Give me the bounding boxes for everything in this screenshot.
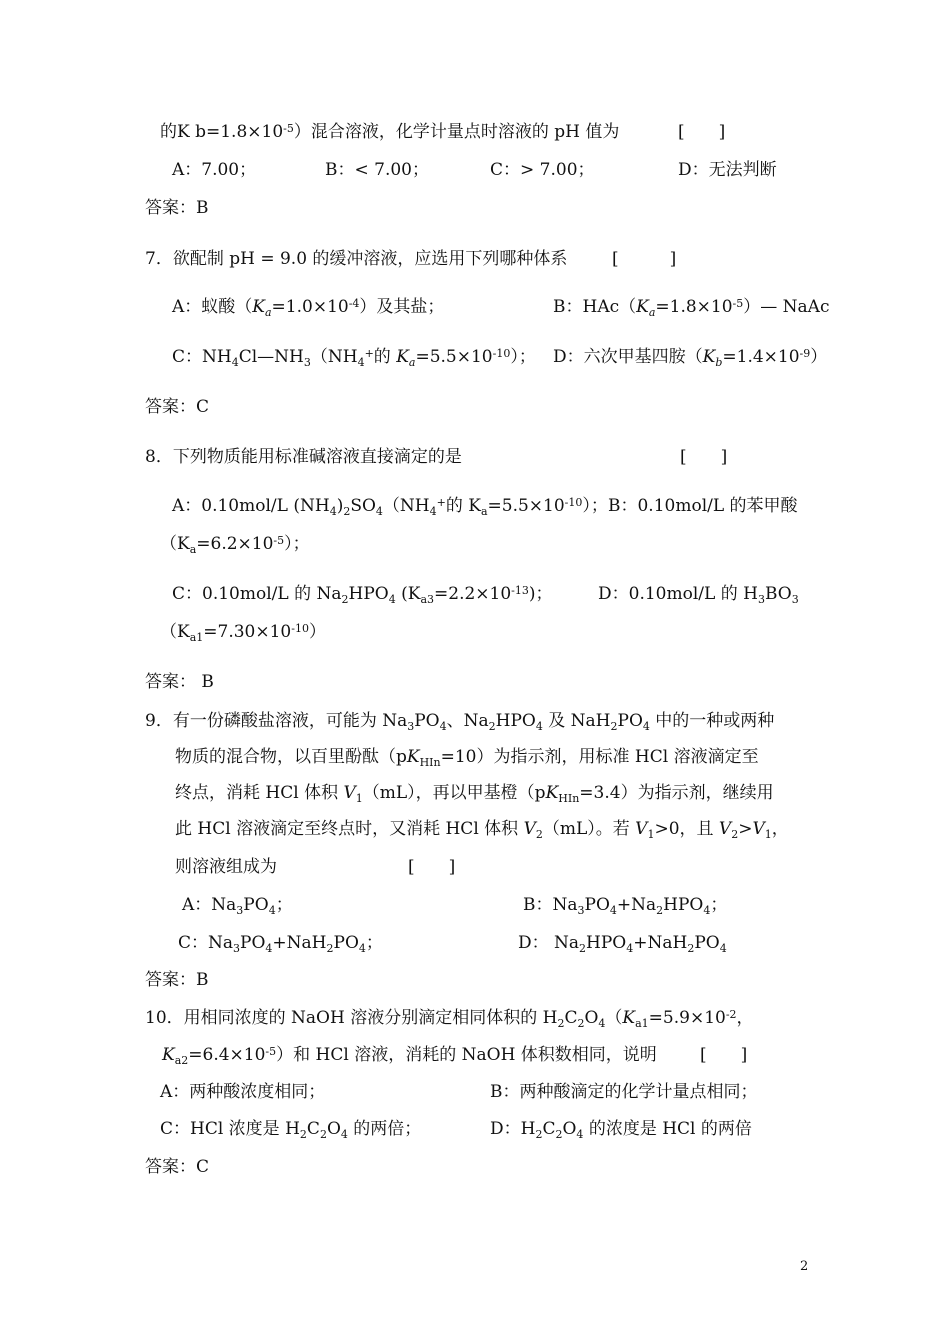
q6-kb-formula: K b=1.8×10 <box>177 122 284 142</box>
q6-option-d: D：无法判断 <box>678 160 777 180</box>
q9-stem-line-3: 终点，消耗 HCl 体积 $V_1(mL)$，再以甲基橙$(pK_{HIn}=3.4)$为指示剂，继续用 <box>175 783 774 805</box>
q6-option-a: A：7.00； <box>172 160 257 180</box>
q10-stem-line-1: 10．用相同浓度的 NaOH 溶液分别滴定相同体积的 $H_2C_2O_4(K_{a1}=5.9\times 10^{-2}$， <box>145 1008 754 1030</box>
q9-stem-line-5: 则溶液组成为 <box>175 857 277 877</box>
q6-stem-cont-pre: 的 <box>160 122 177 142</box>
page-number: 2 <box>800 1259 809 1274</box>
q9-option-c: C：$Na_3PO_4+NaH_2PO_4$； <box>178 933 383 955</box>
q9-option-b: B：$Na_3PO_4+Na_2HPO_4$； <box>523 895 728 917</box>
q10-answer: 答案：C <box>145 1157 210 1177</box>
q9-option-a: A：$Na_3PO_4$； <box>182 895 293 917</box>
q7-option-d: D：六次甲基四胺$(K_b=1.4\times 10^{-9})$ <box>553 347 828 369</box>
q9-stem-line-4: 此 HCl 溶液滴定至终点时，又消耗 HCl 体积 $V_2(mL)$。若 $V_1>0$，且 $V_2>V_1$， <box>175 819 789 841</box>
q6-option-c: C：> 7.00； <box>490 160 595 180</box>
q9-stem-line-1: 9．有一份磷酸盐溶液，可能为 $Na_3PO_4$、$Na_2HPO_4$ 及 $NaH_2PO_4$ 中的一种或两种 <box>145 711 775 733</box>
q10-option-b: B：两种酸滴定的化学计量点相同； <box>490 1082 758 1102</box>
q6-answer: 答案：B <box>145 198 209 218</box>
q6-stem-cont-post: ）混合溶液，化学计量点时溶液的 pH 值为 <box>293 122 620 142</box>
q9-stem-line-2: 物质的混合物，以百里酚酞$(pK_{HIn}=10)$为指示剂，用标准 HCl 溶液滴定至 <box>175 747 759 769</box>
q10-bracket: [ ] <box>700 1045 748 1065</box>
q8-stem: 8．下列物质能用标准碱溶液直接滴定的是 <box>145 447 462 467</box>
q7-option-a: A：蚁酸$(K_a=1.0\times 10^{-4})$及其盐； <box>172 297 445 319</box>
q6-stem-continued <box>160 121 619 143</box>
q9-option-d: D： $Na_2HPO_4+NaH_2PO_4$ <box>518 933 727 955</box>
q7-answer: 答案：C <box>145 397 210 417</box>
q8-option-d-cont: $(K_{a1}=7.30\times 10^{-10})$ <box>160 622 326 644</box>
q7-option-b: B：$HAc(K_a=1.8\times 10^{-5})—$ NaAc <box>553 297 830 319</box>
q10-option-c: C：HCl 浓度是 $H_2C_2O_4$ 的两倍； <box>160 1119 422 1141</box>
q8-option-b-cont: $(K_a=6.2\times 10^{-5})$； <box>160 534 310 556</box>
q7-bracket: [ ] <box>612 249 677 269</box>
q9-answer: 答案：B <box>145 970 209 990</box>
q8-option-d: D：0.10mol/L 的 $H_3BO_3$ <box>598 584 799 606</box>
q8-bracket: [ ] <box>680 447 728 467</box>
q8-option-b: B：0.10mol/L 的苯甲酸 <box>608 496 798 516</box>
q10-option-d: D：$H_2C_2O_4$ 的浓度是 HCl 的两倍 <box>490 1119 752 1141</box>
q6-option-b: B：< 7.00； <box>325 160 429 180</box>
q9-bracket: [ ] <box>408 857 456 877</box>
q10-stem-line-2: $K_{a2}=6.4\times 10^{-5}$）和 HCl 溶液，消耗的 NaOH 体积数相同，说明 <box>162 1045 657 1067</box>
q10-option-a: A：两种酸浓度相同； <box>160 1082 326 1102</box>
q6-kb-exponent: -5 <box>283 122 294 135</box>
q7-option-c: C：$NH_4Cl—NH_3(NH_4^+$的 $K_a=5.5\times 10^{-10}$）； <box>172 347 536 369</box>
q8-answer: 答案： B <box>145 672 214 692</box>
q8-option-c: C：0.10mol/L 的 $Na_2HPO_4$ $(K_{a3}=2.2\times 10^{-13})$； <box>172 584 553 606</box>
q6-bracket: [ ] <box>678 122 726 142</box>
q7-stem: 7．欲配制 pH = 9.0 的缓冲溶液，应选用下列哪种体系 <box>145 249 568 269</box>
q8-option-a: A：0.10mol/L $(NH_4)_2SO_4(NH_4^+$的 $K_a=5.5\times 10^{-10}$）； <box>172 496 608 518</box>
